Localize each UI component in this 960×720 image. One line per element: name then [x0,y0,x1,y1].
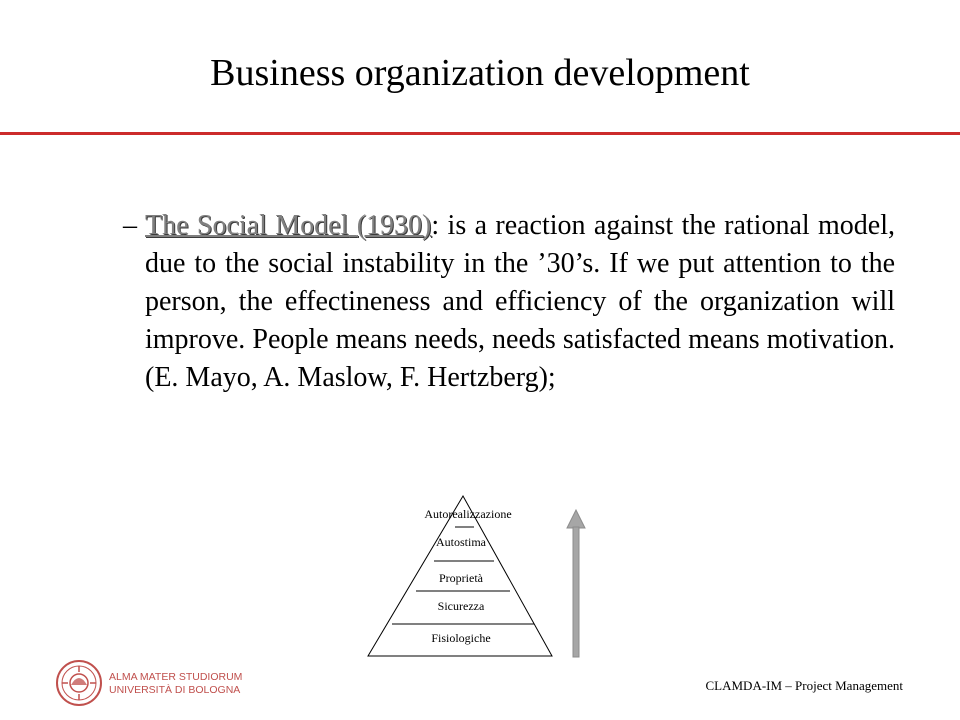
pyramid-level-2: Autostima [436,535,486,549]
bullet-text: : is a reaction against the rational model, due to the social instability in the ’30’s. If we put attention to the person, the effectineness and efficiency of the organization will improve. People means needs, needs satisfacted means motivation. (E. Mayo, A. Maslow, F. Hertzberg); [145,210,896,393]
pyramid-level-4: Sicurezza [437,599,485,613]
pyramid-level-3: Proprietà [439,571,483,585]
model-year: (1930) [356,210,432,241]
pyramid-level-5: Fisiologiche [431,631,491,645]
university-logo [55,658,255,708]
model-name [145,210,431,241]
logo-line-2: UNIVERSITÀ DI BOLOGNA [109,684,241,696]
slide-title: Business organization development [210,52,750,94]
title-divider [0,132,960,135]
up-arrow-icon [560,500,592,660]
model-name-text: The Social Model [145,210,349,241]
footer-text: CLAMDA-IM – Project Management [705,678,903,693]
bullet-paragraph [123,207,896,397]
logo-line-1: ALMA MATER STUDIORUM [109,671,243,683]
bullet-dash: – [123,210,137,241]
pyramid-level-1: Autorealizzazione [424,507,512,521]
maslow-pyramid [360,490,560,660]
